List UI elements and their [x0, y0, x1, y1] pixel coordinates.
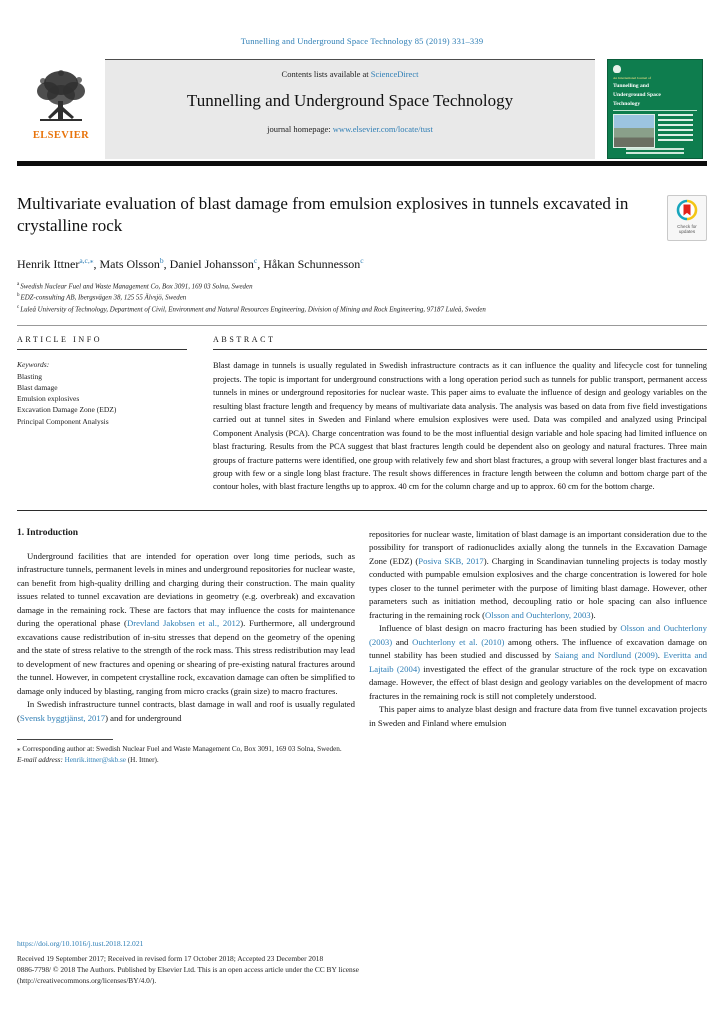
keyword: Emulsion explosives	[17, 394, 80, 404]
keyword: Principal Component Analysis	[17, 416, 109, 426]
journal-cover-image	[607, 59, 703, 159]
journal-header	[17, 59, 707, 159]
affiliation-sup: a	[17, 281, 20, 287]
paragraph	[369, 528, 707, 622]
footnote	[17, 739, 355, 766]
cover-title-line: Tunnelling and	[613, 82, 650, 89]
affiliation-sup: b	[17, 293, 20, 299]
cover-divider	[613, 110, 697, 111]
text-segment: ) and for underground	[105, 712, 182, 723]
affiliation	[17, 292, 707, 304]
text-segment: Underground facilities that are intended for operation over long time periods, such as infrastructure tunnels, permanent levels in mines and underground repositories for nuclear waste, can benefit from high-quality drilling and charging during their construction. The main quality issues related to tunnel excavation are deviations in geometry (e.g. overbreak) and excavation damage in the remaining rock. These are factors that may influence the costs for maintenance during the operational phase (	[17, 550, 355, 629]
affiliation-text: EDZ-consulting AB, Ibergsvägen 38, 125 55 Älvsjö, Sweden	[20, 294, 187, 302]
check-updates-icon	[674, 199, 700, 223]
cover-tree-icon	[613, 65, 621, 73]
author-sep: ,	[163, 256, 170, 271]
article-meta-footer	[17, 939, 707, 986]
divider	[17, 510, 707, 511]
affiliation	[17, 281, 707, 293]
abstract-text: Blast damage in tunnels is usually regulated in Swedish infrastructure contracts as it can influence the quality and lifecycle cost for tunneling projects. The topic is important for underground constructions with a long operation period such as tunnels for public transport, permanent access tunnels in mines or underground repositories for nuclear waste. This paper aims to evaluate the influence of design and geology variables on the resulting blast fracture length and frequency by means of multivariate data analysis. The analysis was based on data from five field investigations carried out at tunnel sites in Sweden and Finland where emulsion explosives were used. Data was compiled and analyzed using Principal Component Analysis (PCA). Charge concentration was found to be the most influential design variable and hole spacing had limited influence on blast fracturing. Results from the PCA suggest that blast fractures length could be dependent also on geology and natural fractures. Three main groups of fracture patterns were identified, one group with relatively few and short blast fractures, a group with several longer blast fractures and a group with few or a single long blast fracture. The result shows differences in fracture length between the column and bottom charge part of the contour holes, with blast fracture lengths up to approx. 40 cm for the column charge and up to approx. 60 cm for the bottom charge.	[213, 361, 707, 492]
abstract-section	[213, 335, 707, 493]
homepage-line	[113, 124, 587, 134]
text-segment: repositories for nuclear waste, limitation of blast damage is an important consideration due to the possibility for transport of radionuclides axially along the tunnels in the Excavation Damage Zone (EDZ) (	[369, 528, 707, 566]
text-segment: ).	[590, 609, 596, 620]
journal-cover[interactable]	[603, 59, 707, 159]
corresponding-author-note: ⁎ Corresponding author at: Swedish Nuclear Fuel and Waste Management Co, Box 3091, 169 03 Solna, Sweden.	[17, 745, 342, 754]
affiliation	[17, 304, 707, 316]
footnote-rule	[17, 739, 113, 740]
journal-title: Tunnelling and Underground Space Technology	[186, 91, 514, 110]
paragraph	[369, 703, 707, 730]
author-name: Henrik Ittner	[17, 256, 80, 271]
text-segment: .	[657, 650, 664, 661]
sciencedirect-link[interactable]: ScienceDirect	[370, 69, 419, 79]
section-heading: 1. Introduction	[17, 527, 79, 538]
citation-link[interactable]: Saiang and Nordlund (2009)	[554, 650, 658, 661]
homepage-link[interactable]: www.elsevier.com/locate/tust	[332, 124, 433, 134]
text-segment: (H. Ittner).	[125, 756, 159, 765]
author-affil-sup[interactable]: c	[360, 255, 364, 265]
author-name: Mats Olsson	[99, 256, 160, 271]
text-segment: Influence of blast design on macro fracturing has been studied by	[379, 623, 621, 634]
body-column-left	[17, 528, 355, 767]
cover-contents-list	[658, 114, 697, 148]
contents-prefix: Contents lists available at	[281, 69, 371, 79]
cover-title-line: Technology	[613, 100, 641, 107]
author-name: Daniel Johansson	[169, 256, 254, 271]
author	[99, 257, 169, 271]
author	[170, 257, 264, 271]
article-info-section	[17, 335, 187, 493]
citation-link[interactable]: Posiva SKB, 2017	[418, 555, 484, 566]
text-segment: In Swedish infrastructure tunnel contracts, blast damage in wall and roof is usually regulated (	[17, 699, 355, 723]
keywords-label: Keywords:	[17, 360, 50, 370]
author	[263, 257, 363, 271]
keyword: Blast damage	[17, 382, 58, 392]
affiliation-sup: c	[17, 304, 20, 310]
body-column-right	[369, 528, 707, 767]
text-segment: among others. The influence of excavation damage on tunnel stability has been studied and discussed by	[369, 636, 708, 661]
article-title: Multivariate evaluation of blast damage from emulsion explosives in tunnels excavated in crystalline rock	[17, 193, 629, 236]
citation-link[interactable]: Svensk byggtjänst, 2017	[19, 712, 106, 723]
affiliations	[17, 281, 707, 316]
keyword: Excavation Damage Zone (EDZ)	[17, 405, 117, 415]
divider	[17, 325, 707, 326]
text-segment: ). Furthermore, all underground excavations cause redistribution of in-situ stresses that depend on the geometry of the opening and the state of stress relative to the strength of the rock mass. This stress redistribution may lead to development of new fractures and opening or shearing of pre-existing natural fractures around the tunnel. However, in competent crystalline rock, excavation damage can often be simplified to damage only induced by blasting, ranging from micro cracks (grain size) to macro fractures.	[17, 618, 355, 696]
abstract-heading: ABSTRACT	[213, 335, 707, 350]
received-dates: Received 19 September 2017; Received in revised form 17 October 2018; Accepted 23 December 2018	[17, 953, 324, 963]
paragraph	[17, 698, 355, 725]
cover-footer	[613, 146, 697, 154]
author-name: Håkan Schunnesson	[263, 256, 361, 271]
text-segment: ). Charging in Scandinavian tunneling projects is today mostly conducted with pumpable emulsion explosives and the charge concentration is lowered for hole types closer to the tunnel perimeter with the purpose of limiting blast damage. However, other parameters such as initiation method, decoupling ratio or hole spacing can also influence fracturing in the remaining rock (	[369, 555, 707, 620]
citation-link[interactable]: Olsson and Ouchterlony, 2003	[485, 609, 591, 620]
article-info-heading: ARTICLE INFO	[17, 335, 187, 350]
keyword: Blasting	[17, 371, 43, 381]
elsevier-logo	[17, 59, 105, 159]
author	[17, 257, 99, 271]
elsevier-wordmark: ELSEVIER	[32, 130, 90, 141]
check-updates-caption	[677, 224, 697, 236]
text-segment: and	[392, 636, 413, 647]
cover-note: An International Journal of	[613, 76, 652, 80]
citation-link[interactable]: Ouchterlony et al. (2010)	[412, 636, 505, 647]
author-sep: ,	[257, 256, 264, 271]
text-segment: E-mail address:	[17, 756, 65, 765]
contents-line	[113, 69, 587, 79]
journal-citation-link[interactable]: Tunnelling and Underground Space Technology 85 (2019) 331–339	[240, 36, 484, 46]
affiliation-text: Luleå University of Technology, Department of Civil, Environment and Natural Resources Engineering, Division of Mining and Rock Engineering, 97187 Luleå, Sweden	[20, 306, 486, 314]
text-segment: This paper aims to analyze blast design and fracture data from five tunnel excavation projects in Sweden and Finland where emulsion	[369, 704, 707, 728]
copyright-line: 0886-7798/ © 2018 The Authors. Published by Elsevier Ltd. This is an open access article under the CC BY license	[17, 964, 359, 974]
citation-link[interactable]: Olsson and Ouchterlony (2003)	[369, 623, 707, 647]
paragraph	[17, 550, 355, 698]
check-updates-caption-line2: updates	[678, 229, 696, 235]
header-rule	[17, 161, 707, 166]
author-affil-sup[interactable]: a,c,⁎	[79, 255, 94, 265]
text-segment: investigated the effect of the granular structure of the rock type on excavation damage. However, the effect of blast design and geology variables on the development of macro fractures in the remaining rock is still not completely understood.	[369, 663, 707, 701]
citation-link[interactable]: Everitta and Lajtaib (2004)	[369, 650, 708, 674]
cover-title-line: Underground Space	[613, 91, 661, 98]
citation-link[interactable]: Drevland Jakobsen et al., 2012	[126, 618, 241, 629]
author-affil-sup[interactable]: b	[159, 255, 164, 265]
author-affil-sup[interactable]: c	[253, 255, 258, 265]
email-line	[17, 755, 355, 766]
journal-masthead	[105, 59, 595, 159]
author-list	[17, 256, 707, 272]
elsevier-tree-icon	[32, 67, 90, 129]
paragraph	[369, 622, 707, 703]
citation-link[interactable]: Henrik.ittner@skb.se	[64, 756, 126, 765]
affiliation-text: Swedish Nuclear Fuel and Waste Management Co, Box 3091, 169 03 Solna, Sweden	[20, 282, 253, 290]
homepage-prefix: journal homepage:	[267, 124, 333, 134]
doi-link[interactable]: https://doi.org/10.1016/j.tust.2018.12.021	[17, 938, 144, 948]
cover-photo	[613, 114, 655, 148]
check-for-updates-badge[interactable]	[667, 195, 707, 241]
license-line: (http://creativecommons.org/licenses/BY/4.0/).	[17, 975, 157, 985]
author-sep: ,	[93, 256, 100, 271]
check-updates-caption-line1: Check for	[677, 223, 697, 229]
